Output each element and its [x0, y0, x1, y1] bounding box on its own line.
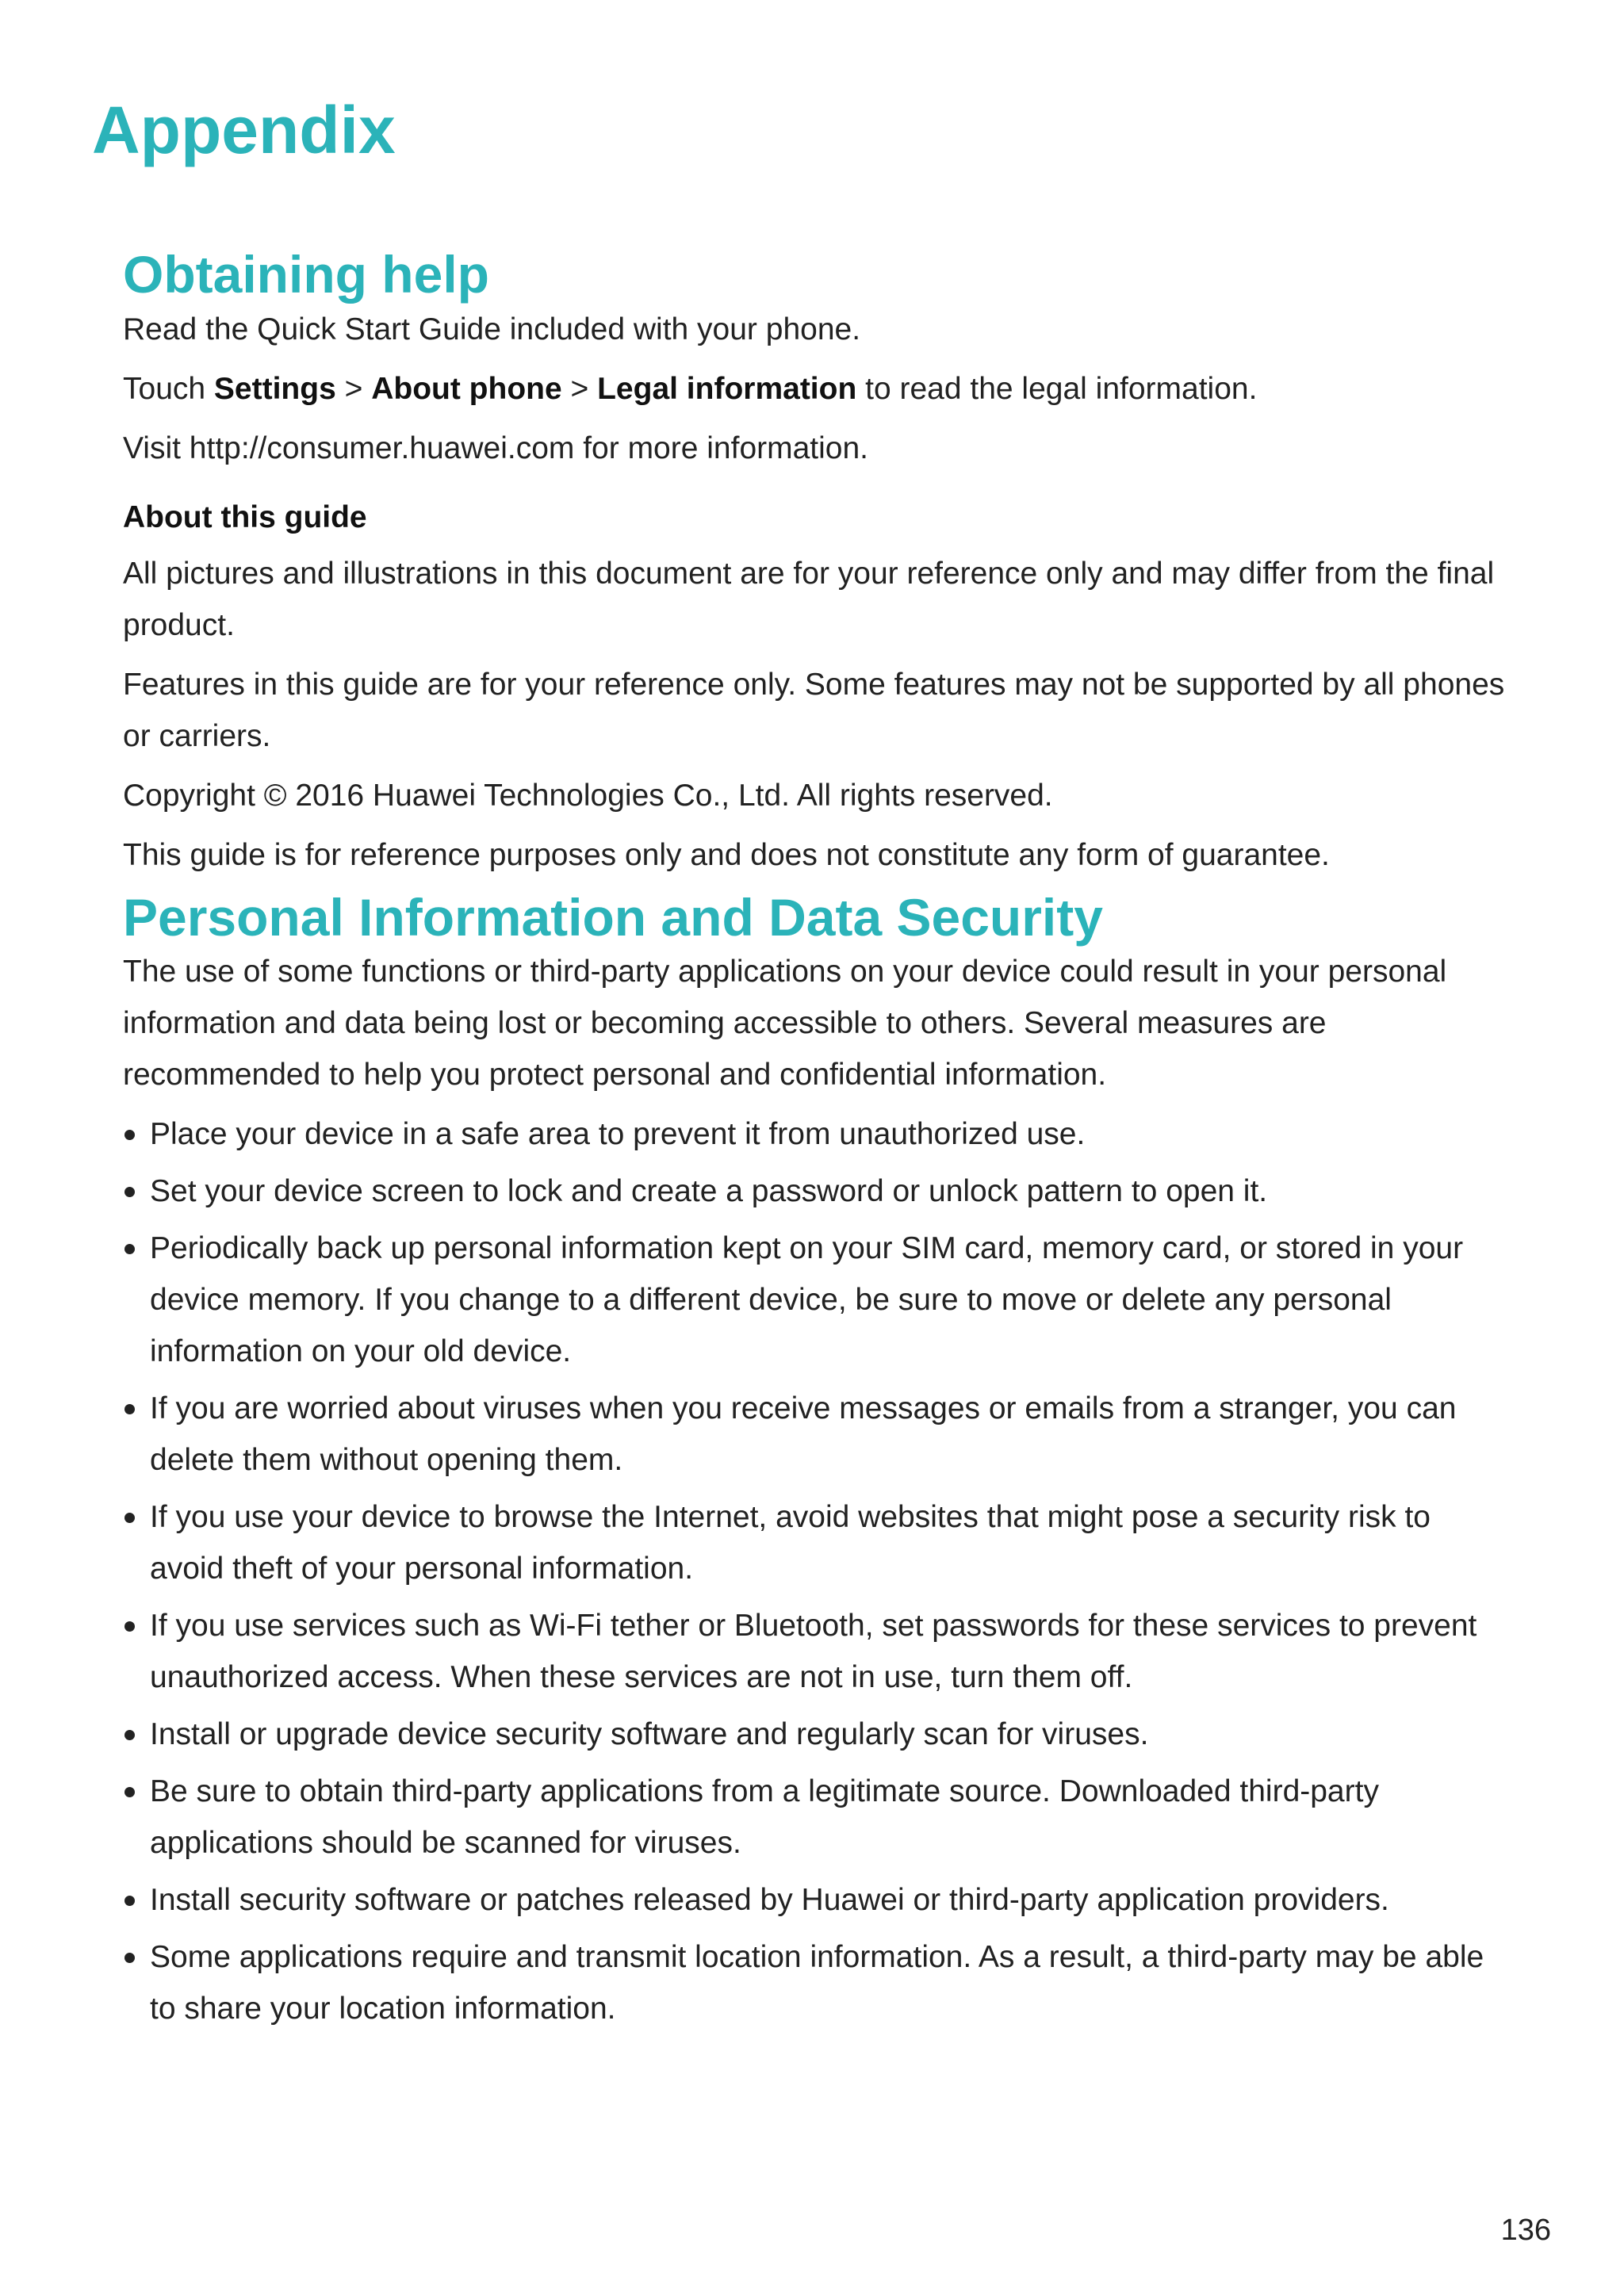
- list-item: [123, 1766, 1507, 1869]
- bullet-dot-icon: [124, 1244, 135, 1254]
- security-measures-list: [123, 1108, 1507, 2034]
- settings-path-line: [123, 363, 1507, 415]
- bullet-dot-icon: [124, 1187, 135, 1197]
- about-guide-section: [123, 492, 1507, 881]
- list-item: [123, 1874, 1507, 1926]
- path-suffix: to read the legal information.: [856, 371, 1258, 406]
- guide-paragraph: Features in this guide are for your reference only. Some features may not be supported by all phones or carriers.: [123, 667, 1505, 753]
- personal-info-intro: The use of some functions or third-party applications on your device could result in your personal information and data being lost or becoming accessible to others. Several measures are recommended to help you protect personal and confidential information.: [123, 955, 1447, 1093]
- about-phone-menu-name: About phone: [371, 371, 562, 406]
- list-item: [123, 1709, 1507, 1760]
- copyright-paragraph: Copyright © 2016 Huawei Technologies Co., Ltd. All rights reserved.: [123, 778, 1053, 813]
- list-item-text: Periodically back up personal information kept on your SIM card, memory card, or stored in your device memory. If you change to a different device, be sure to move or delete any personal information on your old device.: [150, 1231, 1464, 1369]
- list-item-text: Be sure to obtain third-party applications from a legitimate source. Downloaded third-party applications should be scanned for viruses.: [150, 1774, 1379, 1861]
- list-item-text: Install security software or patches released by Huawei or third-party application providers.: [150, 1883, 1389, 1918]
- path-separator: >: [561, 371, 598, 406]
- legal-information-menu-name: Legal information: [597, 371, 857, 406]
- bullet-dot-icon: [124, 1130, 135, 1140]
- list-item-text: If you are worried about viruses when you receive messages or emails from a stranger, you can delete them without opening them.: [150, 1391, 1457, 1478]
- page-content: [123, 246, 1507, 2040]
- list-item: [123, 1108, 1507, 1160]
- bullet-dot-icon: [124, 1787, 135, 1797]
- touch-prefix: Touch: [123, 371, 214, 406]
- list-item: [123, 1491, 1507, 1594]
- about-guide-heading: About this guide: [123, 499, 367, 534]
- page-number: 136: [1500, 2214, 1551, 2247]
- list-item: [123, 1223, 1507, 1377]
- list-item: [123, 1165, 1507, 1217]
- bullet-dot-icon: [124, 1404, 135, 1414]
- bullet-dot-icon: [124, 1513, 135, 1523]
- personal-info-section: [123, 889, 1507, 2035]
- list-item: [123, 1383, 1507, 1486]
- list-item: [123, 1931, 1507, 2034]
- bullet-dot-icon: [124, 1730, 135, 1740]
- list-item-text: Some applications require and transmit location information. As a result, a third-party may be able to share your location information.: [150, 1940, 1484, 2026]
- obtaining-help-title: Obtaining help: [123, 245, 489, 304]
- chapter-title: Appendix: [92, 93, 396, 167]
- list-item-text: Set your device screen to lock and create a password or unlock pattern to open it.: [150, 1174, 1268, 1209]
- bullet-dot-icon: [124, 1896, 135, 1906]
- guarantee-paragraph: This guide is for reference purposes only and does not constitute any form of guarantee.: [123, 837, 1330, 872]
- bullet-dot-icon: [124, 1953, 135, 1963]
- list-item-text: Place your device in a safe area to prevent it from unauthorized use.: [150, 1117, 1086, 1152]
- path-separator: >: [335, 371, 372, 406]
- obtaining-help-section: [123, 246, 1507, 474]
- list-item: [123, 1600, 1507, 1703]
- bullet-dot-icon: [124, 1621, 135, 1632]
- list-item-text: If you use services such as Wi-Fi tether or Bluetooth, set passwords for these services to prevent unauthorized access. When these services are not in use, turn them off.: [150, 1609, 1477, 1695]
- list-item-text: If you use your device to browse the Internet, avoid websites that might pose a security risk to avoid theft of your personal information.: [150, 1500, 1431, 1586]
- quick-start-line: Read the Quick Start Guide included with your phone.: [123, 312, 861, 346]
- list-item-text: Install or upgrade device security software and regularly scan for viruses.: [150, 1717, 1149, 1752]
- visit-website-line: Visit http://consumer.huawei.com for more information.: [123, 430, 869, 465]
- personal-info-title: Personal Information and Data Security: [123, 887, 1103, 947]
- settings-menu-name: Settings: [213, 371, 336, 406]
- guide-paragraph: All pictures and illustrations in this document are for your reference only and may differ from the final product.: [123, 556, 1495, 642]
